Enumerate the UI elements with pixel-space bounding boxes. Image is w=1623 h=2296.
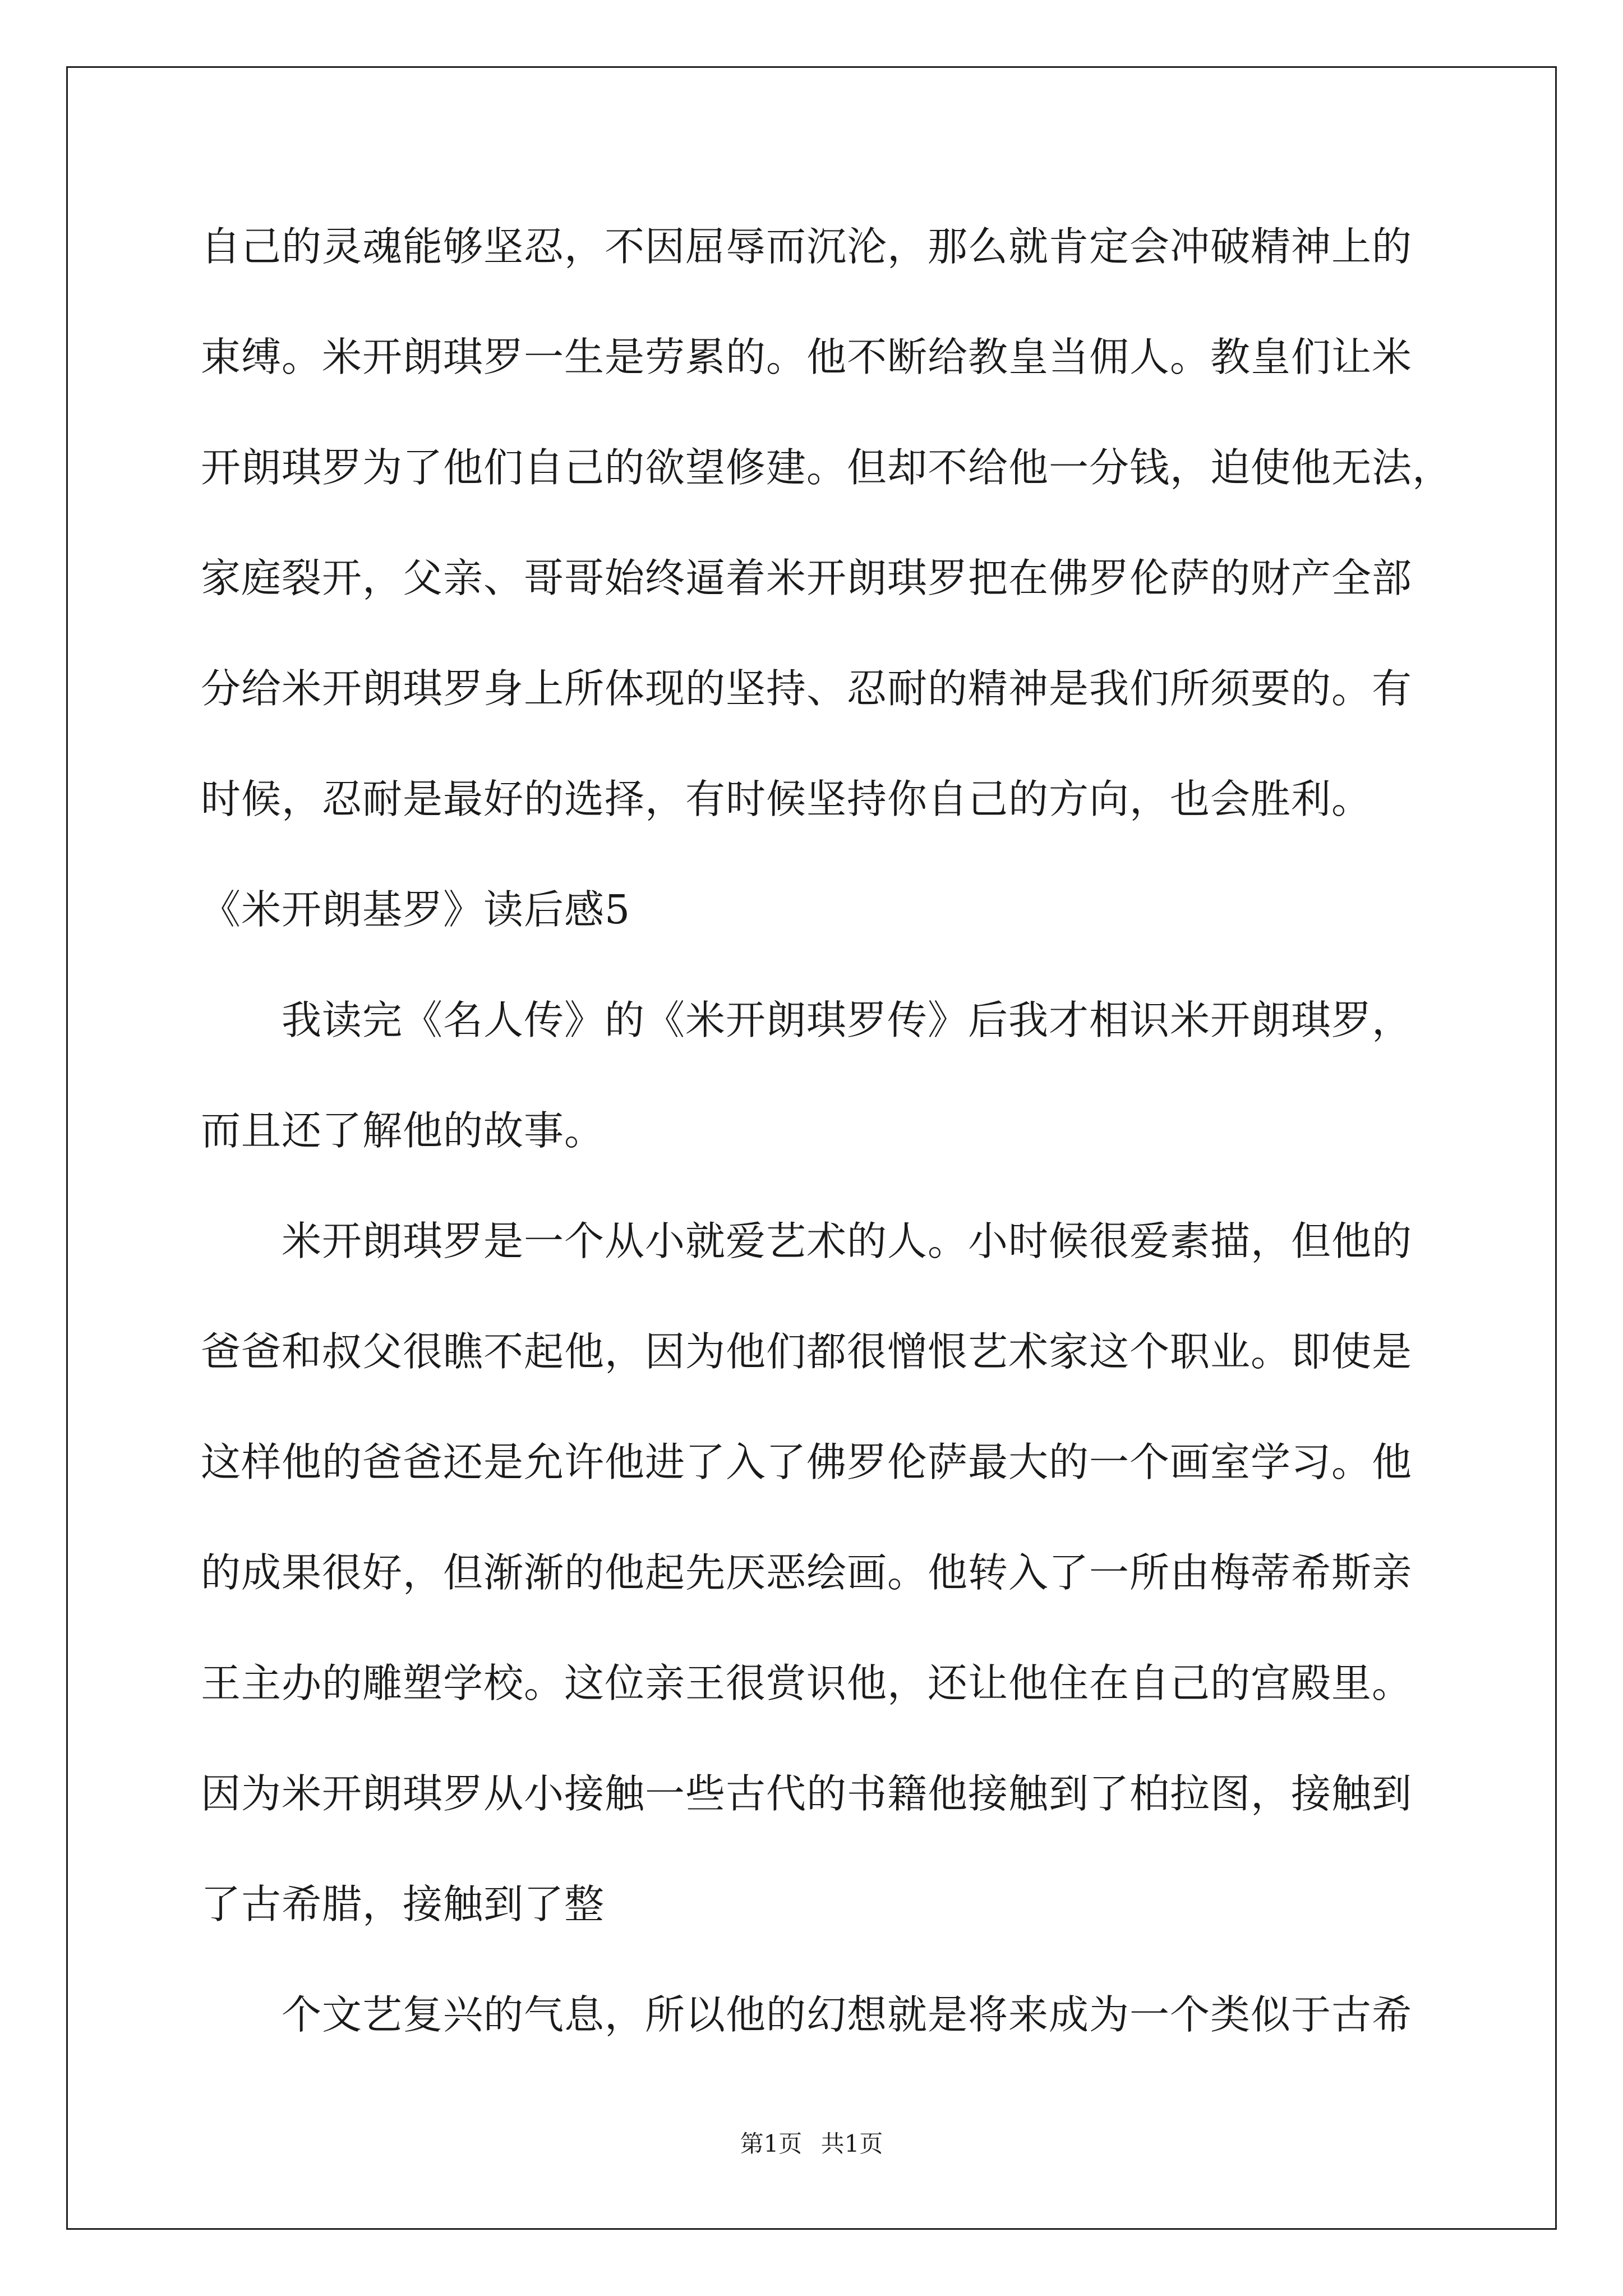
text-line: 家庭裂开，父亲、哥哥始终逼着米开朗琪罗把在佛罗伦萨的财产全部 (201, 555, 1413, 601)
text-line: 的成果很好，但渐渐的他起先厌恶绘画。他转入了一所由梅蒂希斯亲 (201, 1549, 1413, 1596)
section-heading: 《米开朗基罗》读后感5 (201, 886, 631, 933)
document-body (201, 214, 1453, 2093)
text-line: 束缚。米开朗琪罗一生是劳累的。他不断给教皇当佣人。教皇们让米 (201, 334, 1413, 380)
text-line: 这样他的爸爸还是允许他进了入了佛罗伦萨最大的一个画室学习。他 (201, 1439, 1413, 1485)
page-total: 共1页 (820, 2130, 883, 2157)
page-footer (0, 2127, 1623, 2161)
text-line: 分给米开朗琪罗身上所体现的坚持、忍耐的精神是我们所须要的。有 (201, 665, 1413, 712)
text-line: 因为米开朗琪罗从小接触一些古代的书籍他接触到了柏拉图，接触到 (201, 1770, 1413, 1817)
text-line: 王主办的雕塑学校。这位亲王很赏识他，还让他住在自己的宫殿里。 (201, 1660, 1413, 1706)
text-line: 而且还了解他的故事。 (201, 1107, 605, 1154)
text-line: 我读完《名人传》的《米开朗琪罗传》后我才相识米开朗琪罗， (201, 997, 1413, 1043)
text-line: 爸爸和叔父很瞧不起他，因为他们都很憎恨艺术家这个职业。即使是 (201, 1328, 1413, 1375)
page-number: 第1页 (740, 2130, 803, 2157)
text-line: 米开朗琪罗是一个从小就爱艺术的人。小时候很爱素描，但他的 (201, 1218, 1413, 1264)
text-line: 了古希腊，接触到了整 (201, 1881, 605, 1927)
text-line: 开朗琪罗为了他们自己的欲望修建。但却不给他一分钱，迫使他无法， (201, 444, 1453, 491)
text-line: 自己的灵魂能够坚忍，不因屈辱而沉沦，那么就肯定会冲破精神上的 (201, 223, 1413, 270)
text-line: 时候，忍耐是最好的选择，有时候坚持你自己的方向，也会胜利。 (201, 776, 1372, 822)
text-line: 个文艺复兴的气息，所以他的幻想就是将来成为一个类似于古希 (201, 1991, 1413, 2038)
